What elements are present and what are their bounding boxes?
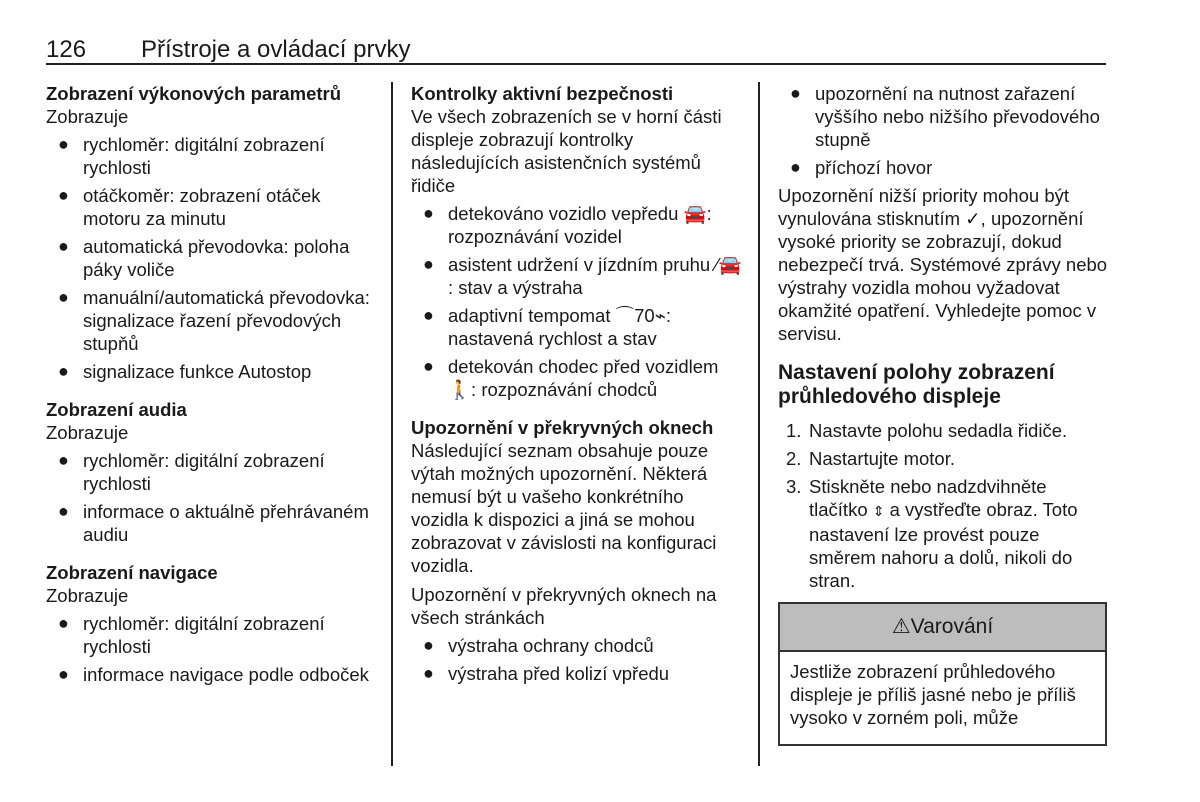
column-2 bbox=[411, 82, 746, 690]
bullet-icon: ● bbox=[58, 185, 69, 205]
section-heading: Nastavení polohy zobrazení průhledového displeje bbox=[778, 361, 1055, 408]
adaptive-cruise-icon: ⌒70⌁ bbox=[615, 305, 666, 326]
list-item: ● rychloměr: digitální zobrazení rychlosti bbox=[58, 613, 325, 657]
paragraph: Upozornění nižší priority mohou být vynulována stisknutím ✓, upozornění vysoké priority se zobrazují, dokud nebezpečí trvá. Systémové zprávy nebo výstrahy vozidla mohou vyžadovat okamžité opatření. Vyhledejte pomoc v servisu. bbox=[778, 185, 1108, 344]
bullet-icon: ● bbox=[423, 305, 434, 325]
list-item: ● otáčkoměr: zobrazení otáček motoru za minutu bbox=[58, 185, 321, 229]
list-item: ● informace navigace podle odboček bbox=[58, 664, 369, 685]
list-item: ● automatická převodovka: poloha páky voliče bbox=[58, 236, 350, 280]
bullet-icon: ● bbox=[58, 236, 69, 256]
page-number: 126 bbox=[46, 36, 87, 63]
bullet-icon: ● bbox=[790, 157, 801, 177]
section-heading: Kontrolky aktivní bezpečnosti bbox=[411, 83, 674, 104]
page-header bbox=[46, 30, 1106, 66]
vehicle-ahead-icon: 🚘 bbox=[683, 203, 707, 224]
bullet-list bbox=[46, 612, 376, 686]
paragraph: Ve všech zobrazeních se v horní části displeje zobrazují kontrolky následujících asistenčních systémů řidiče bbox=[411, 106, 722, 196]
pedestrian-icon: 🚶 bbox=[448, 379, 472, 400]
bullet-icon: ● bbox=[423, 635, 434, 655]
column-divider bbox=[758, 82, 760, 766]
bullet-list bbox=[46, 449, 376, 546]
warning-header bbox=[780, 604, 1105, 652]
list-item: ● manuální/automatická převodovka: signalizace řazení převodových stupňů bbox=[58, 287, 370, 354]
bullet-icon: ● bbox=[423, 203, 434, 223]
list-item: ● příchozí hovor bbox=[790, 157, 933, 178]
section-heading: Zobrazení výkonových parametrů bbox=[46, 83, 342, 104]
check-icon: ✓ bbox=[965, 208, 981, 229]
paragraph: Následující seznam obsahuje pouze výtah možných upozornění. Některá nemusí být u vašeho konkrétního vozidla k dispozici a jiná se mohou zobrazovat v závislosti na konfiguraci vozidla. bbox=[411, 440, 717, 576]
paragraph: Upozornění v překryvných oknech na všech stránkách bbox=[411, 584, 717, 628]
list-item: 3. Stiskněte nebo nadzdvihněte tlačítko ⇕ a vystřeďte obraz. Toto nastavení lze provést pouze směrem nahoru a dolů, nikoli do stran. bbox=[786, 476, 1078, 591]
bullet-icon: ● bbox=[58, 134, 69, 154]
section-intro: Zobrazuje bbox=[46, 585, 129, 606]
warning-icon: ⚠ bbox=[891, 615, 911, 638]
numbered-list bbox=[778, 419, 1108, 592]
section-heading: Zobrazení navigace bbox=[46, 562, 218, 583]
list-item: ● informace o aktuálně přehrávaném audiu bbox=[58, 501, 369, 545]
list-item: ● asistent udržení v jízdním pruhu ⁄🚘: stav a výstraha bbox=[423, 254, 742, 298]
page-title: Přístroje a ovládací prvky bbox=[141, 36, 411, 63]
bullet-icon: ● bbox=[790, 83, 801, 103]
section-heading: Zobrazení audia bbox=[46, 399, 187, 420]
column-divider bbox=[391, 82, 393, 766]
section-intro: Zobrazuje bbox=[46, 422, 129, 443]
warning-text: Jestliže zobrazení průhledového displeje je příliš jasné nebo je příliš vysoko v zorném poli, může bbox=[790, 661, 1076, 728]
column-1 bbox=[46, 82, 376, 691]
list-item: ● rychloměr: digitální zobrazení rychlosti bbox=[58, 450, 325, 494]
bullet-icon: ● bbox=[58, 664, 69, 684]
list-item: ● adaptivní tempomat ⌒70⌁: nastavená rychlost a stav bbox=[423, 305, 671, 349]
hud-adjust-icon: ⇕ bbox=[872, 503, 885, 519]
bullet-icon: ● bbox=[423, 356, 434, 376]
list-item: ● detekován chodec před vozidlem 🚶: rozpoznávání chodců bbox=[423, 356, 719, 400]
list-item: 2. Nastartujte motor. bbox=[786, 448, 956, 469]
section-heading: Upozornění v překryvných oknech bbox=[411, 417, 714, 438]
list-item: ● výstraha před kolizí vpředu bbox=[423, 663, 670, 684]
bullet-icon: ● bbox=[423, 663, 434, 683]
header-divider bbox=[46, 63, 1106, 65]
bullet-icon: ● bbox=[58, 613, 69, 633]
list-item: ● signalizace funkce Autostop bbox=[58, 361, 312, 382]
bullet-icon: ● bbox=[58, 361, 69, 381]
list-item: ● rychloměr: digitální zobrazení rychlosti bbox=[58, 134, 325, 178]
bullet-icon: ● bbox=[58, 287, 69, 307]
list-item: ● upozornění na nutnost zařazení vyššího nebo nižšího převodového stupně bbox=[790, 83, 1100, 150]
section-intro: Zobrazuje bbox=[46, 106, 129, 127]
bullet-icon: ● bbox=[58, 450, 69, 470]
bullet-list bbox=[46, 133, 376, 383]
list-item: 1. Nastavte polohu sedadla řidiče. bbox=[786, 420, 1068, 441]
bullet-list bbox=[411, 202, 746, 401]
list-item: ● detekováno vozidlo vepředu 🚘: rozpoznávání vozidel bbox=[423, 203, 712, 247]
warning-box bbox=[778, 602, 1107, 746]
bullet-icon: ● bbox=[423, 254, 434, 274]
bullet-list bbox=[411, 634, 746, 685]
warning-title: Varování bbox=[910, 615, 994, 638]
column-3 bbox=[778, 82, 1108, 746]
list-item: ● výstraha ochrany chodců bbox=[423, 635, 654, 656]
lane-keep-icon: ⁄🚘 bbox=[715, 254, 742, 275]
bullet-list bbox=[778, 82, 1108, 179]
bullet-icon: ● bbox=[58, 501, 69, 521]
